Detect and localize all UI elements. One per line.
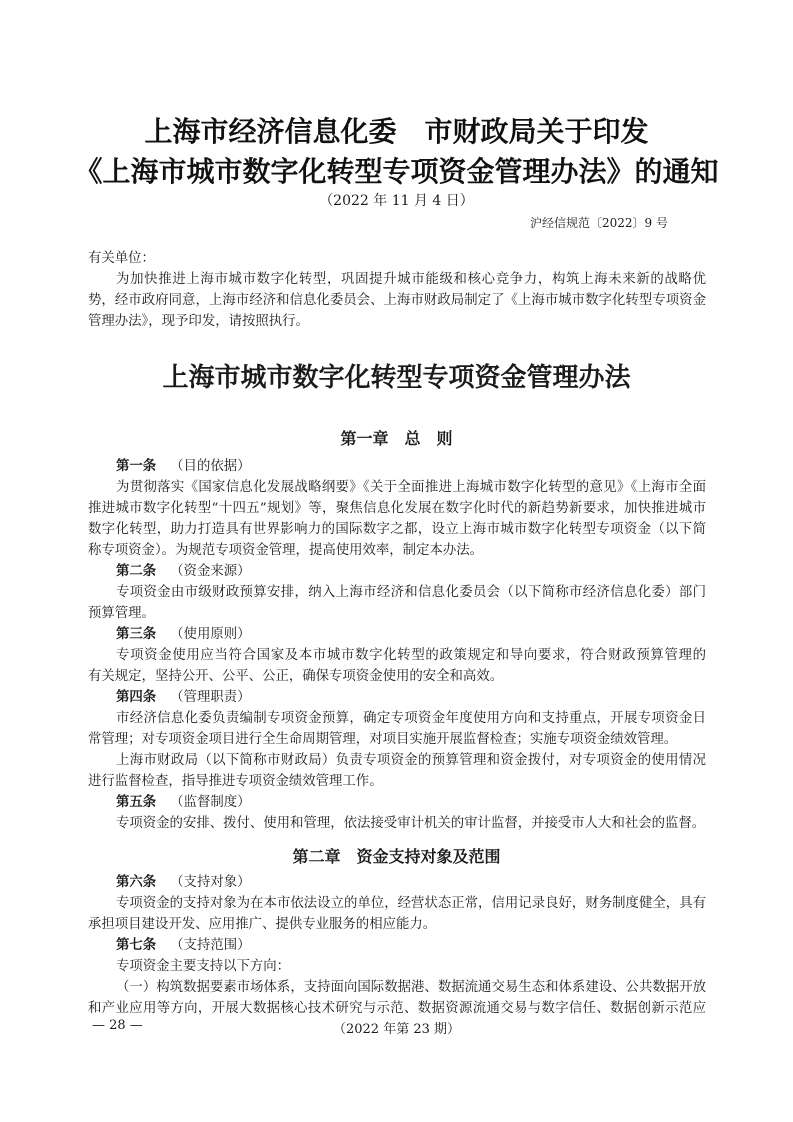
notice-title-line2: 《上海市城市数字化转型专项资金管理办法》的通知 [74, 155, 719, 188]
text-line: 推进城市数字化转型“十四五”规划》等，聚焦信息化发展在数字化时代的新趋势新要求，加快推进城市 [88, 501, 706, 516]
text-line: 进行监督检查，指导推进专项资金绩效管理工作。 [88, 774, 383, 789]
article-subject: （监督制度） [170, 795, 251, 810]
document-title: 上海市城市数字化转型专项资金管理办法 [162, 363, 631, 393]
article-label: 第五条 [116, 794, 157, 810]
article-label: 第六条 [116, 874, 157, 890]
text-line: 管理办法》，现予印发，请按照执行。 [88, 314, 309, 329]
article-heading [88, 935, 706, 956]
text-line: 为贯彻落实《国家信息化发展战略纲要》《关于全面推进上海城市数字化转型的意见》《上海市全面 [116, 480, 706, 495]
article-subject: （使用原则） [170, 627, 251, 642]
text-line: 有关单位： [88, 251, 155, 266]
text-line: 承担项目建设开发、应用推广、提供专业服务的相应能力。 [88, 917, 437, 932]
article-label: 第二条 [116, 563, 157, 579]
article-subject: （支持范围） [170, 938, 251, 953]
article-subject: （支持对象） [170, 875, 251, 890]
text-line: 专项资金使用应当符合国家及本市城市数字化转型的政策规定和导向要求，符合财政预算管理的 [116, 648, 706, 663]
page-number: — 28 — [92, 1018, 143, 1033]
text-line: 预算管理。 [88, 606, 155, 621]
notice-body [88, 248, 706, 332]
chapter2-body [88, 872, 706, 1019]
chapter1-body [88, 456, 706, 834]
article-heading [88, 687, 706, 708]
text-line: 专项资金的支持对象为在本市依法设立的单位，经营状态正常，信用记录良好，财务制度健全，具有 [116, 896, 706, 911]
notice-title-line1: 上海市经济信息化委 市财政局关于印发 [144, 115, 649, 148]
chapter-heading: 第二章 资金支持对象及范围 [292, 847, 501, 866]
document-number: 沪经信规范〔2022〕9 号 [530, 216, 668, 230]
text-line: 市经济信息化委负责编制专项资金预算，确定专项资金年度使用方向和支持重点，开展专项资金日 [116, 711, 706, 726]
article-label: 第四条 [116, 689, 157, 705]
issue-date: （2022 年 11 月 4 日） [319, 193, 474, 209]
text-line: 称专项资金）。为规范专项资金管理，提高使用效率，制定本办法。 [88, 543, 484, 558]
article-heading [88, 456, 706, 477]
article-heading [88, 624, 706, 645]
text-line: 数字化转型，助力打造具有世界影响力的国际数字之都，设立上海市城市数字化转型专项资金（以下简 [88, 522, 706, 537]
chapter-heading: 第一章 总 则 [340, 429, 453, 448]
article-heading [88, 561, 706, 582]
article-label: 第七条 [116, 937, 157, 953]
text-line: 势，经市政府同意，上海市经济和信息化委员会、上海市财政局制定了《上海市城市数字化转型专项资金 [88, 293, 706, 308]
text-line: （一）构筑数据要素市场体系，支持面向国际数据港、数据流通交易生态和体系建设、公共数据开放 [116, 980, 706, 995]
article-label: 第一条 [116, 458, 157, 474]
article-heading [88, 872, 706, 893]
text-line: 上海市财政局（以下简称市财政局）负责专项资金的预算管理和资金拨付，对专项资金的使用情况 [116, 753, 706, 768]
text-line: 和产业应用等方向，开展大数据核心技术研究与示范、数据资源流通交易与数字信任、数据创新示范应 [88, 1001, 706, 1016]
text-line: 常管理；对专项资金项目进行全生命周期管理，对项目实施开展监督检查；实施专项资金绩效管理。 [88, 732, 678, 747]
text-line: 专项资金主要支持以下方向： [116, 959, 291, 974]
text-line: 专项资金的安排、拨付、使用和管理，依法接受审计机关的审计监督，并接受市人大和社会的监督。 [116, 816, 706, 831]
text-line: 专项资金由市级财政预算安排，纳入上海市经济和信息化委员会（以下简称市经济信息化委）部门 [116, 585, 706, 600]
text-line: 有关规定，坚持公开、公平、公正，确保专项资金使用的安全和高效。 [88, 669, 504, 684]
article-subject: （资金来源） [170, 564, 251, 579]
text-line: 为加快推进上海市城市数字化转型，巩固提升城市能级和核心竞争力，构筑上海未来新的战略优 [116, 272, 706, 287]
issue-number: （2022 年第 23 期） [332, 1022, 461, 1037]
article-label: 第三条 [116, 626, 157, 642]
article-subject: （目的依据） [170, 459, 251, 474]
article-heading [88, 792, 706, 813]
article-subject: （管理职责） [170, 690, 251, 705]
